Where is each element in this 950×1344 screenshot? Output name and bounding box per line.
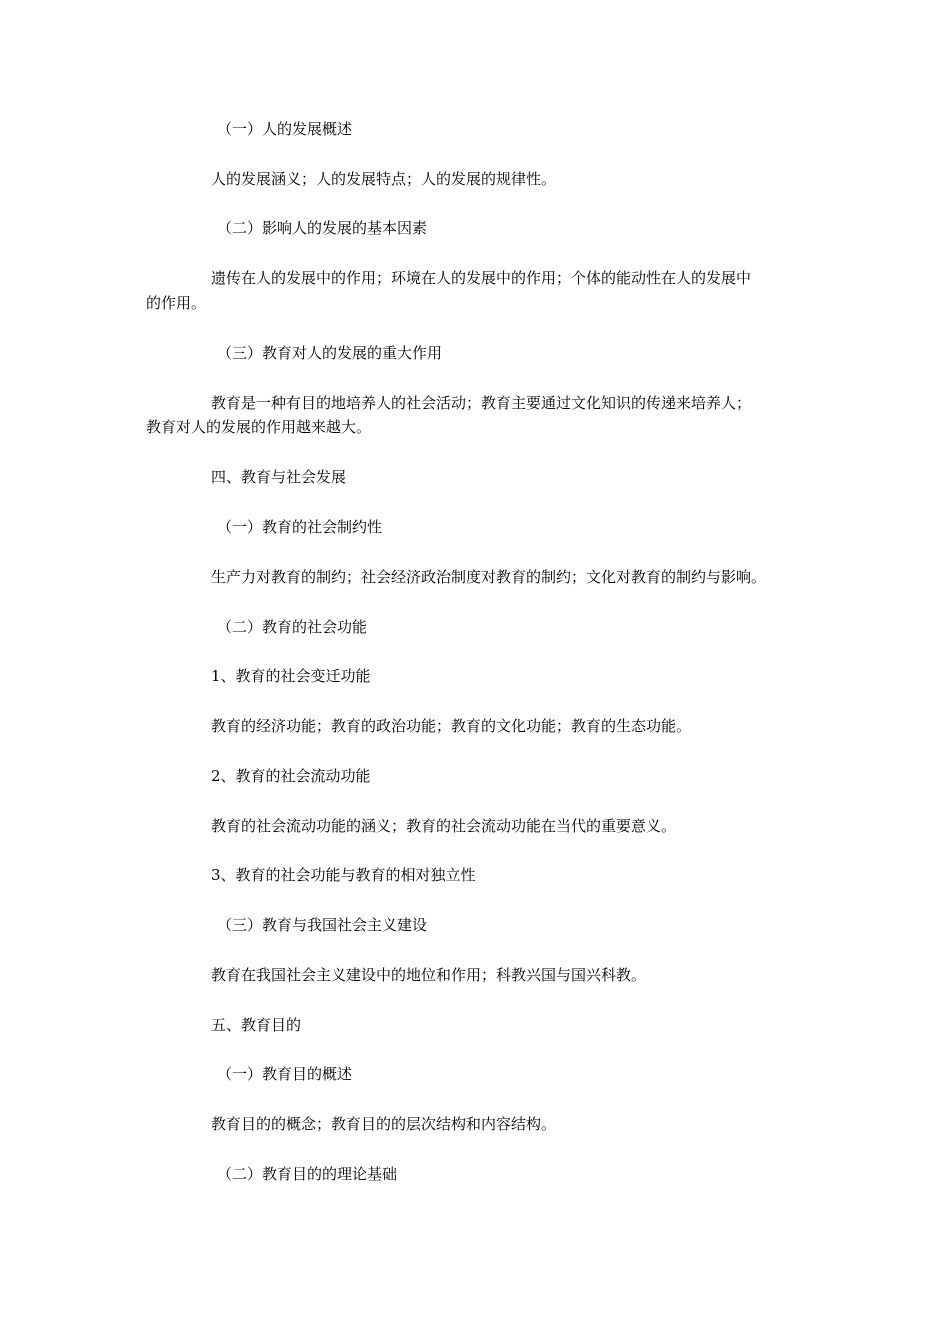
paragraph-continuation: 教育对人的发展的作用越来越大。 <box>146 418 372 436</box>
paragraph: 教育的经济功能；教育的政治功能；教育的文化功能；教育的生态功能。 <box>211 717 692 735</box>
paragraph: 生产力对教育的制约；社会经济政治制度对教育的制约；文化对教育的制约与影响。 <box>211 568 767 586</box>
section-heading-education-aims: 五、教育目的 <box>211 1016 302 1034</box>
paragraph: 遗传在人的发展中的作用；环境在人的发展中的作用；个体的能动性在人的发展中 <box>211 269 752 287</box>
paragraph: 教育是一种有目的地培养人的社会活动；教育主要通过文化知识的传递来培养人； <box>211 394 752 412</box>
subheading-human-development-overview: （一）人的发展概述 <box>217 120 353 138</box>
subheading-aims-overview: （一）教育目的概述 <box>217 1065 353 1083</box>
subheading-social-constraint: （一）教育的社会制约性 <box>217 518 383 536</box>
subheading-socialist-construction: （三）教育与我国社会主义建设 <box>217 916 428 934</box>
paragraph: 教育目的的概念；教育目的的层次结构和内容结构。 <box>211 1115 557 1133</box>
paragraph: 教育在我国社会主义建设中的地位和作用；科教兴国与国兴科教。 <box>211 966 647 984</box>
subheading-social-function: （二）教育的社会功能 <box>217 618 368 636</box>
paragraph-continuation: 的作用。 <box>146 294 207 312</box>
paragraph: 人的发展涵义；人的发展特点；人的发展的规律性。 <box>211 170 557 188</box>
subheading-education-role: （三）教育对人的发展的重大作用 <box>217 344 443 362</box>
paragraph: 教育的社会流动功能的涵义；教育的社会流动功能在当代的重要意义。 <box>211 817 677 835</box>
numbered-heading-social-change: 1、教育的社会变迁功能 <box>211 667 371 685</box>
section-heading-education-society: 四、教育与社会发展 <box>211 468 347 486</box>
numbered-heading-relative-independence: 3、教育的社会功能与教育的相对独立性 <box>211 866 476 884</box>
subheading-aims-theory: （二）教育目的的理论基础 <box>217 1165 398 1183</box>
numbered-heading-social-mobility: 2、教育的社会流动功能 <box>211 767 371 785</box>
subheading-basic-factors: （二）影响人的发展的基本因素 <box>217 219 428 237</box>
